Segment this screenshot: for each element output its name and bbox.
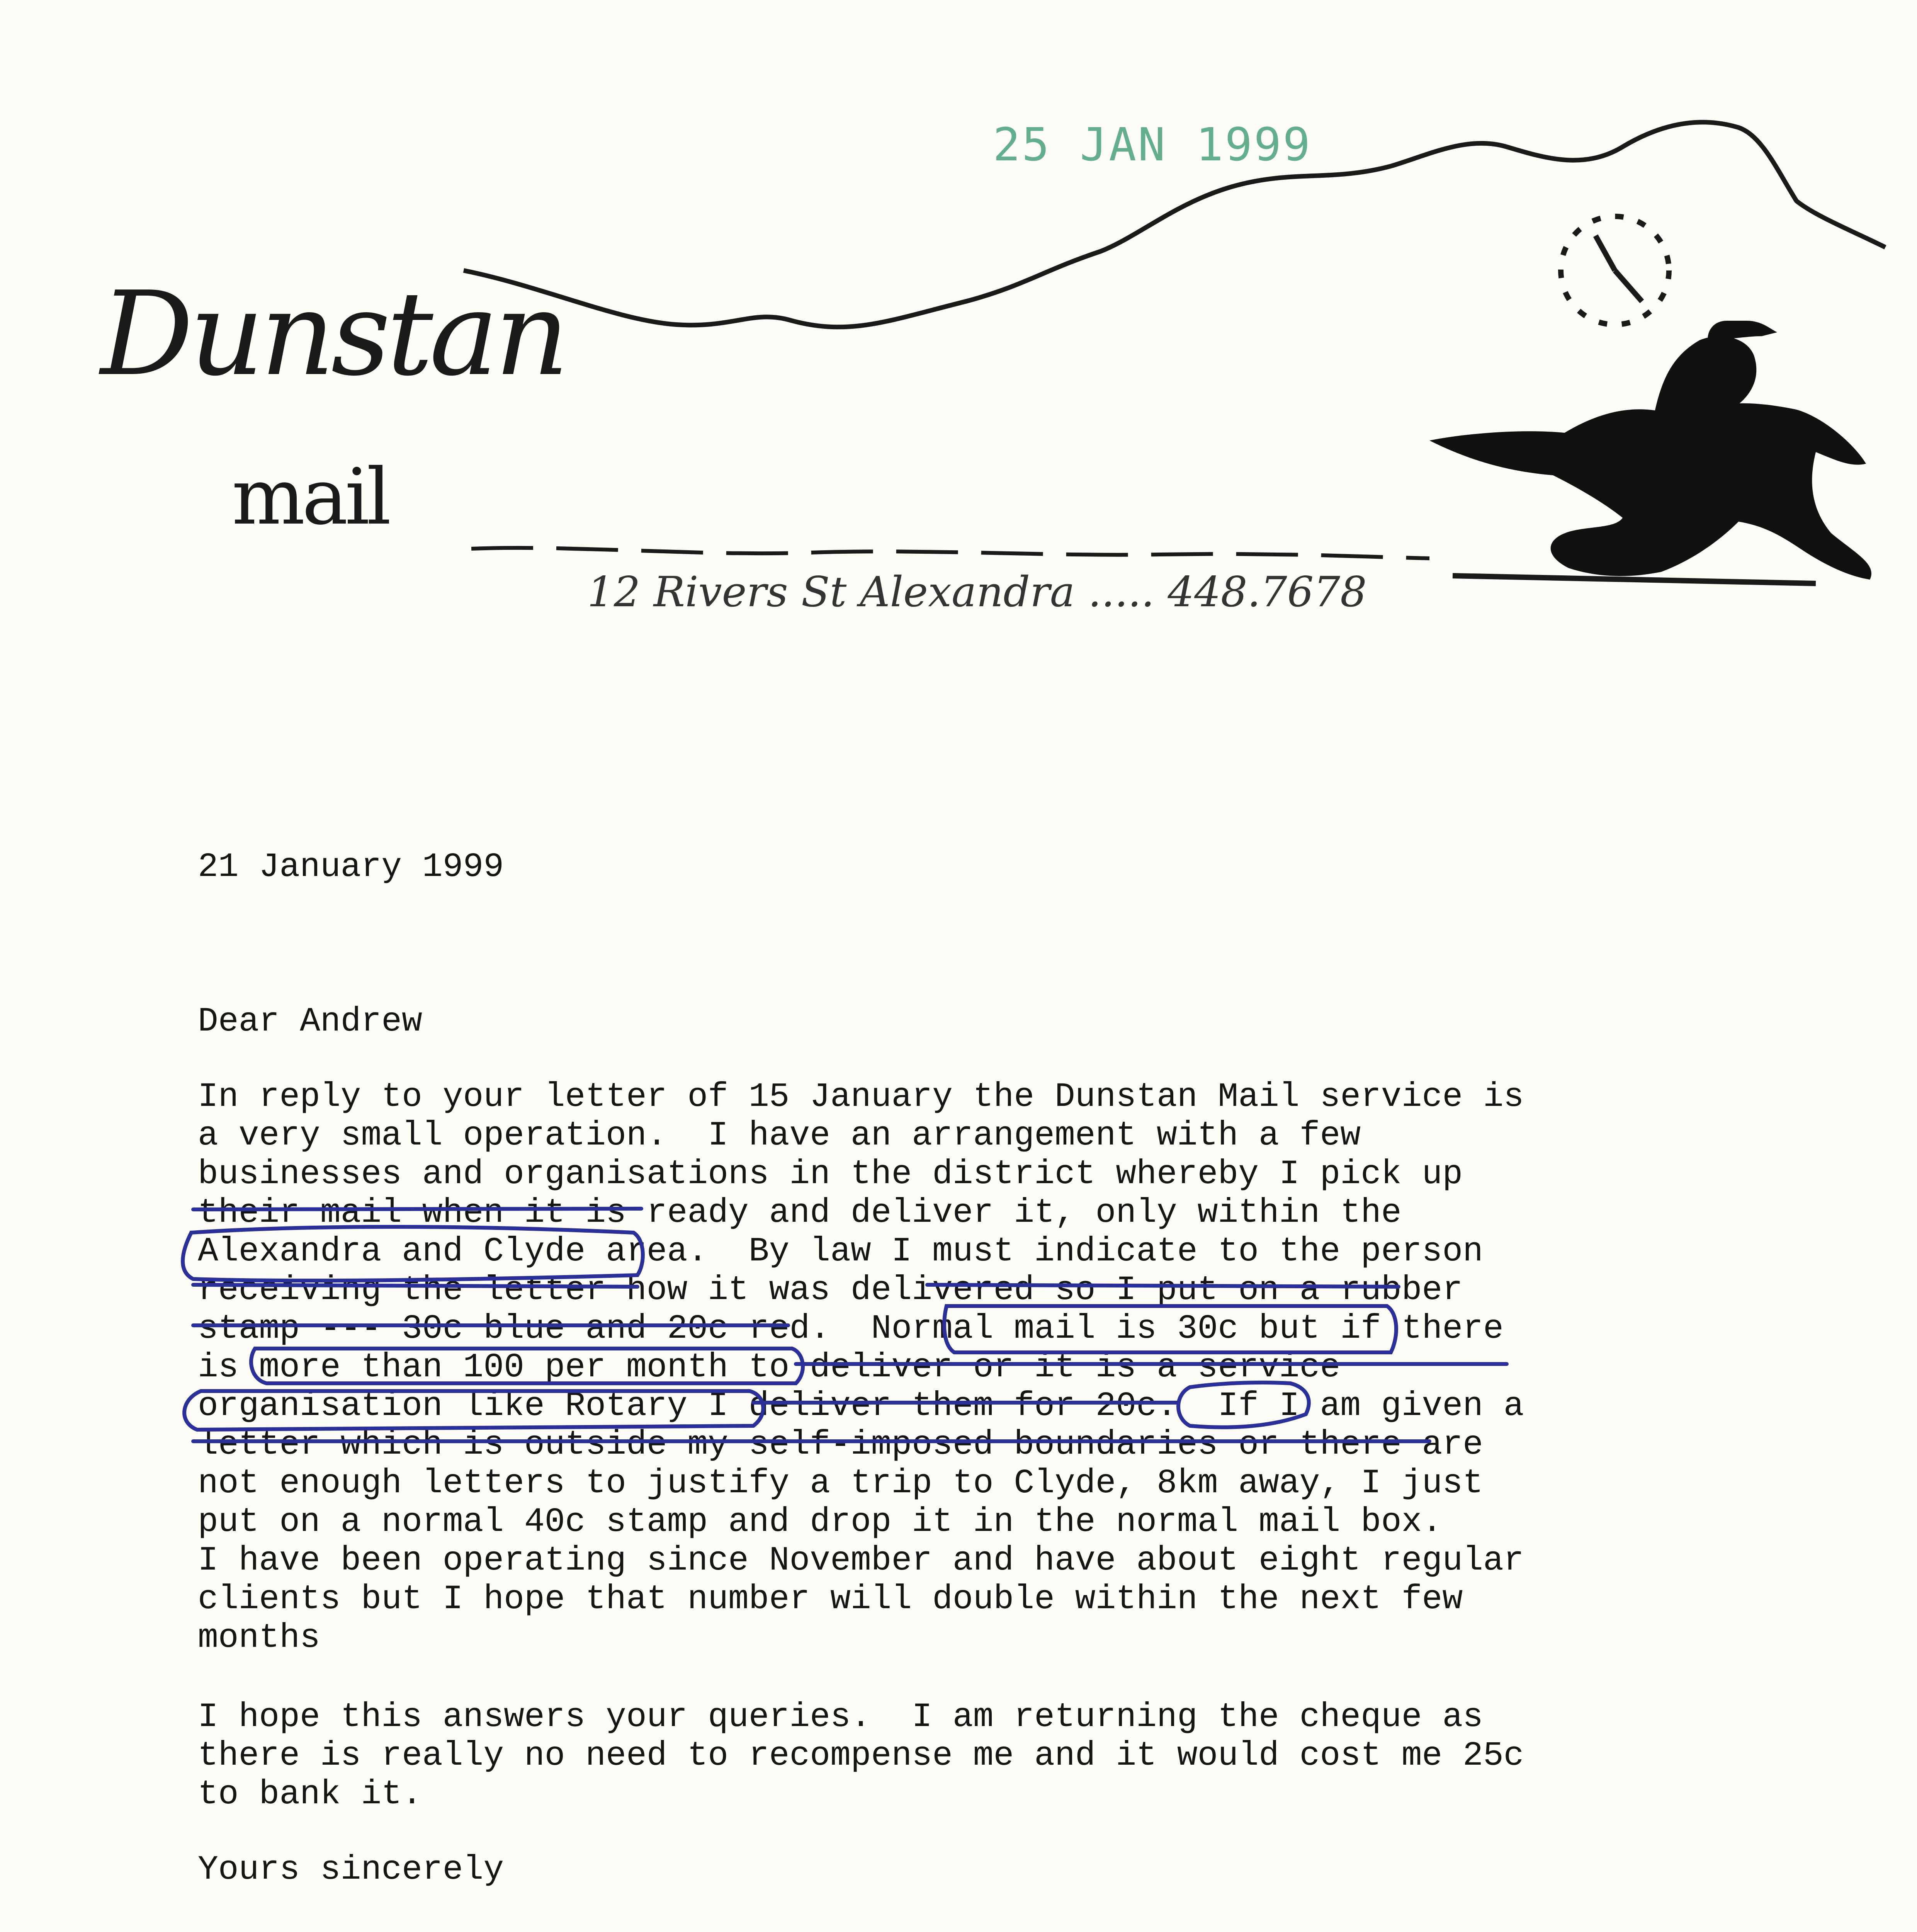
date-received-stamp: 25 JAN 1999 — [993, 118, 1312, 171]
body-line: letter which is outside my self-imposed boundaries or there are — [198, 1426, 1483, 1464]
handwritten-signature — [166, 1913, 707, 1932]
body-line: stamp --- 30c blue and 20c red. Normal mail is 30c but if there — [198, 1310, 1504, 1348]
body-line: there is really no need to recompense me and it would cost me 25c — [198, 1737, 1524, 1775]
body-line: businesses and organisations in the district whereby I pick up — [198, 1155, 1463, 1194]
letter-date: 21 January 1999 — [198, 848, 504, 886]
body-line: to bank it. — [198, 1776, 422, 1814]
road-line — [471, 548, 1429, 558]
letterhead-logo-title: Dunstan — [100, 267, 566, 401]
body-line: clients but I hope that number will double within the next few — [198, 1580, 1463, 1619]
body-line: put on a normal 40c stamp and drop it in the normal mail box. — [198, 1503, 1443, 1541]
body-line: not enough letters to justify a trip to Clyde, 8km away, I just — [198, 1464, 1483, 1503]
clock-icon — [1561, 216, 1669, 325]
letter-closing: Yours sincerely — [198, 1851, 504, 1889]
letter-body-paragraph-2 — [198, 1698, 1524, 1814]
body-line: months — [198, 1619, 320, 1657]
letter-salutation: Dear Andrew — [198, 1003, 422, 1041]
body-line: Alexandra and Clyde area. By law I must indicate to the person — [198, 1233, 1483, 1271]
body-line: organisation like Rotary I deliver them for 20c. If I am given a — [198, 1387, 1524, 1425]
body-line: is more than 100 per month to deliver or it is a service — [198, 1349, 1341, 1387]
body-line: I hope this answers your queries. I am returning the cheque as — [198, 1698, 1483, 1736]
body-line: receiving the letter how it was delivered so I put on a rubber — [198, 1271, 1463, 1310]
body-line: their mail when it is ready and deliver it, only within the — [198, 1194, 1402, 1232]
letterhead-address: 12 Rivers St Alexandra ..... 448.7678 — [587, 568, 1367, 616]
body-line: I have been operating since November and have about eight regular — [198, 1542, 1524, 1580]
letterhead-logo-subtitle: mail — [232, 452, 388, 542]
body-line: a very small operation. I have an arrangement with a few — [198, 1117, 1361, 1155]
ground-line — [1453, 576, 1816, 583]
horse-rider-icon — [1429, 321, 1871, 580]
body-line: In reply to your letter of 15 January the Dunstan Mail service is — [198, 1078, 1524, 1116]
letter-body-paragraph-1 — [198, 1078, 1524, 1658]
